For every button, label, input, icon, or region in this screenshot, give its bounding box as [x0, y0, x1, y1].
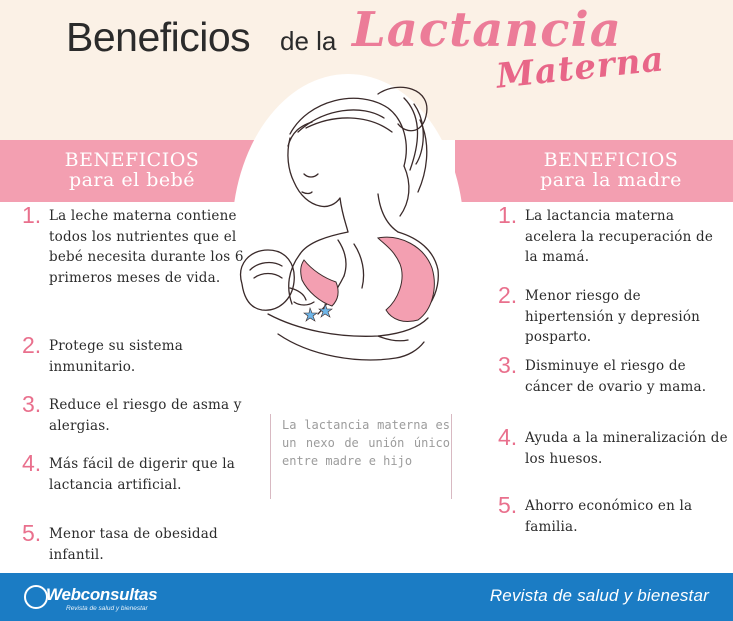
baby-heading-line1: BENEFICIOS: [64, 149, 200, 171]
item-number: 5.: [498, 492, 518, 518]
item-number: 5.: [22, 520, 42, 546]
item-number: 1.: [22, 202, 42, 228]
item-number: 4.: [498, 424, 518, 450]
item-text: Menor tasa de obesidad infantil.: [49, 526, 218, 563]
footer-bar: [0, 573, 733, 621]
item-text: La lactancia materna acelera la recuperación de la mamá.: [525, 208, 714, 265]
item-text: Reduce el riesgo de asma y alergias.: [49, 397, 242, 434]
item-number: 2.: [22, 332, 42, 358]
item-text: Ayuda a la mineralización de los huesos.: [525, 430, 728, 467]
item-text: Más fácil de digerir que la lactancia artificial.: [49, 456, 236, 493]
item-number: 1.: [498, 202, 518, 228]
mother-benefits-heading-band: [455, 140, 733, 202]
webconsultas-logo[interactable]: [24, 583, 184, 615]
title-lactancia: Lactancia: [352, 2, 622, 58]
item-text: Ahorro económico en la familia.: [525, 498, 693, 535]
item-text: Menor riesgo de hipertensión y depresión posparto.: [525, 288, 701, 345]
logo-subtitle: Revista de salud y bienestar: [66, 605, 148, 612]
globe-icon: [24, 585, 48, 609]
item-text: Protege su sistema inmunitario.: [49, 338, 183, 375]
mother-heading-line1: BENEFICIOS: [543, 149, 679, 171]
item-number: 3.: [22, 391, 42, 417]
title-de-la: de la: [280, 26, 337, 56]
item-text: Disminuye el riesgo de cáncer de ovario y mama.: [525, 358, 707, 395]
item-number: 4.: [22, 450, 42, 476]
mother-heading-line2: para la madre: [540, 169, 682, 191]
item-number: 2.: [498, 282, 518, 308]
mother-benefits-heading: [521, 150, 701, 190]
item-text: La leche materna contiene todos los nutrientes que el bebé necesita durante los 6 primeros meses de vida.: [49, 208, 244, 286]
item-number: 3.: [498, 352, 518, 378]
breastfeeding-illustration: [228, 74, 468, 394]
baby-benefits-heading: [42, 150, 222, 190]
baby-heading-line2: para el bebé: [68, 169, 196, 191]
footer-tagline: Revista de salud y bienestar: [489, 586, 709, 605]
title-beneficios: Beneficios: [66, 14, 251, 60]
quote-box: [270, 414, 452, 499]
quote-text: La lactancia materna es un nexo de unión único entre madre e hijo: [282, 418, 450, 468]
logo-text: Webconsultas: [46, 585, 158, 604]
title-materna: Materna: [494, 39, 667, 97]
